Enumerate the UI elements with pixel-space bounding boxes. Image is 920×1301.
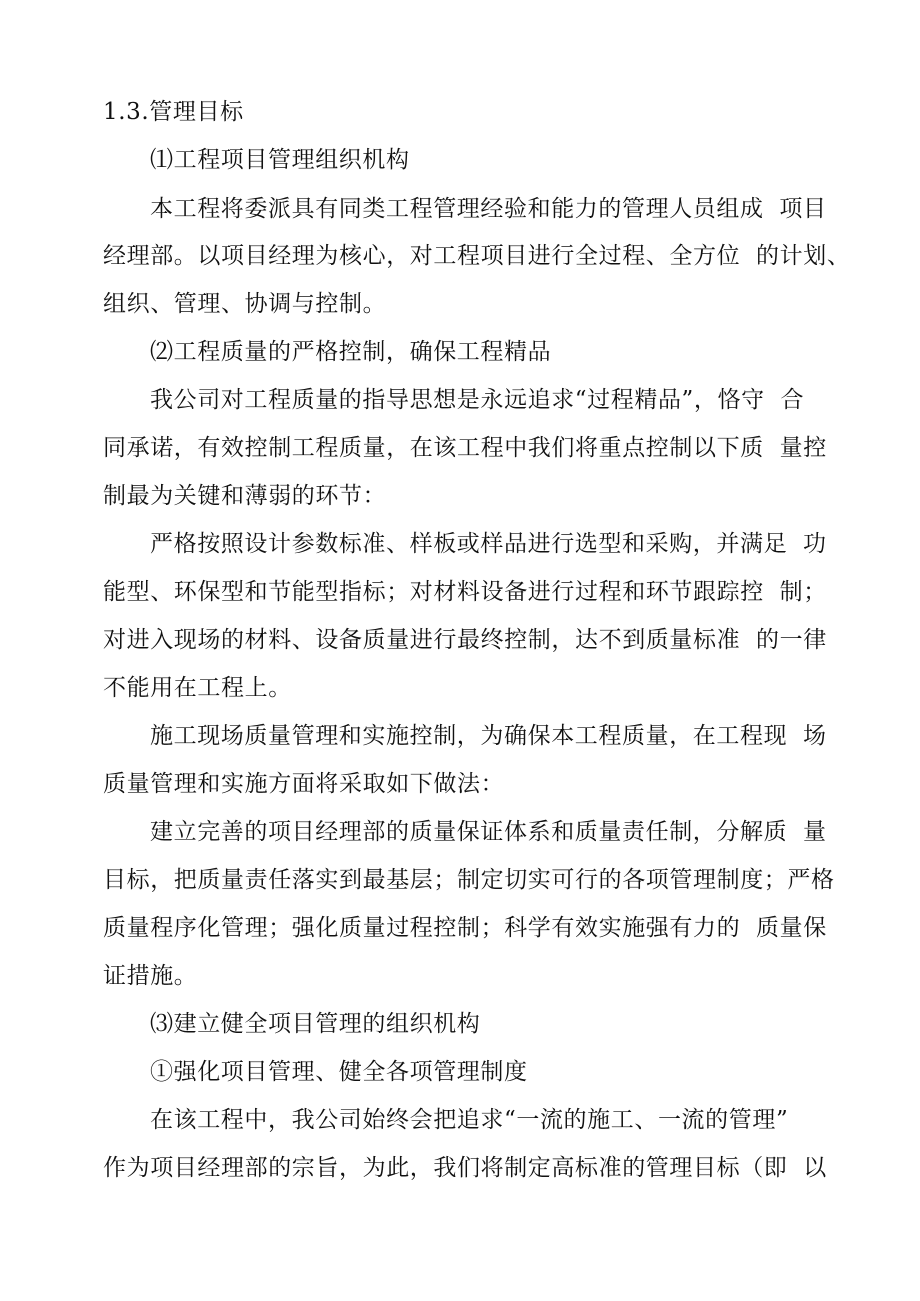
paragraph-line: 同承诺，有效控制工程质量，在该工程中我们将重点控制以下质 量控 [103,435,827,461]
paragraph-line: 不能用在工程上。 [103,675,292,701]
section-heading: 1.3.管理目标 [103,99,244,125]
subheading: ①强化项目管理、健全各项管理制度 [150,1059,528,1085]
paragraph-line: 质量程序化管理；强化质量过程控制；科学有效实施强有力的 质量保 [103,915,827,941]
paragraph-line: 证措施。 [103,963,198,989]
subheading: ⑶建立健全项目管理的组织机构 [150,1011,481,1037]
paragraph-line: 对进入现场的材料、设备质量进行最终控制，达不到质量标准 的一律 [103,627,827,653]
paragraph-line: 组织、管理、协调与控制。 [103,291,387,317]
paragraph-line: 能型、环保型和节能型指标；对材料设备进行过程和环节跟踪控 制； [103,579,827,605]
paragraph-line: 严格按照设计参数标准、样板或样品进行选型和采购，并满足 功 [150,531,827,557]
paragraph-line: 施工现场质量管理和实施控制，为确保本工程质量，在工程现 场 [150,723,827,749]
paragraph-line: 经理部。以项目经理为核心，对工程项目进行全过程、全方位 的计划、 [103,243,851,269]
paragraph-line: 建立完善的项目经理部的质量保证体系和质量责任制，分解质 量 [150,819,827,845]
subheading: ⑴工程项目管理组织机构 [150,147,410,173]
paragraph-line: 本工程将委派具有同类工程管理经验和能力的管理人员组成 项目 [150,196,827,222]
paragraph-line: 作为项目经理部的宗旨，为此，我们将制定高标准的管理目标（即 以 [103,1155,827,1181]
paragraph-line: 我公司对工程质量的指导思想是永远追求“过程精品”，恪守 合 [150,387,805,413]
paragraph-line: 目标，把质量责任落实到最基层；制定切实可行的各项管理制度；严格 [103,867,835,893]
paragraph-line: 制最为关键和薄弱的环节： [103,483,387,509]
paragraph-line: 质量管理和实施方面将采取如下做法： [103,771,505,797]
paragraph-line: 在该工程中，我公司始终会把追求“一流的施工、一流的管理” [150,1107,789,1133]
subheading: ⑵工程质量的严格控制，确保工程精品 [150,339,552,365]
